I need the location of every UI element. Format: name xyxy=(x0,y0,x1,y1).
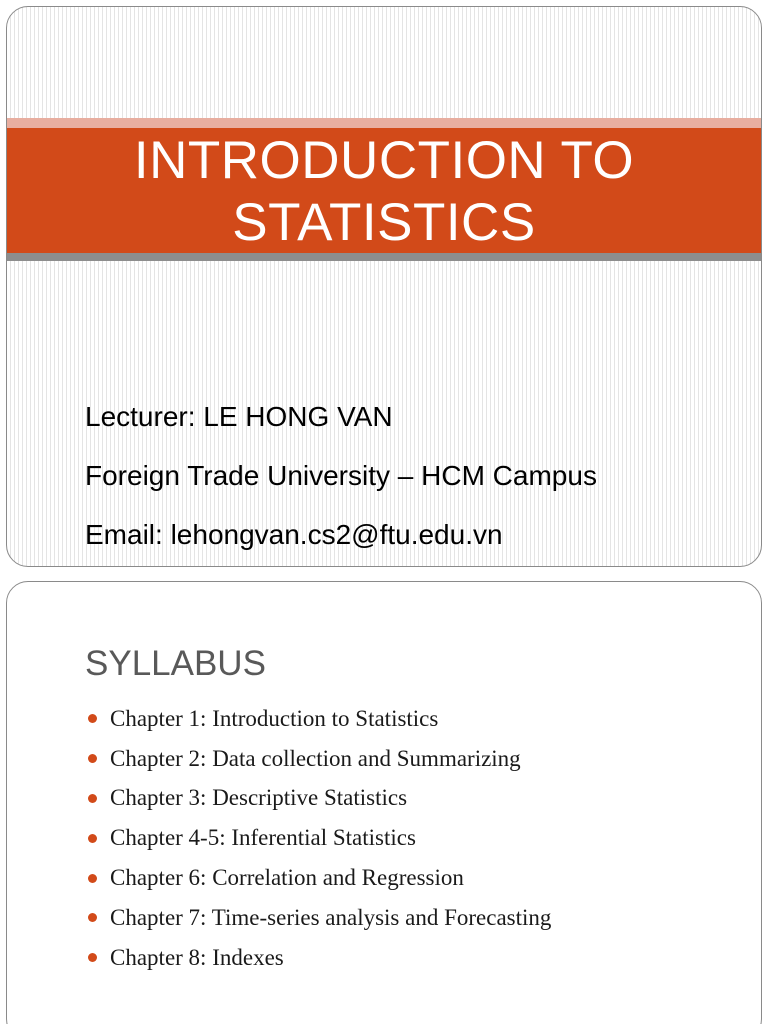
lecturer-email: Email: lehongvan.cs2@ftu.edu.vn xyxy=(85,519,503,550)
chapter-label: Chapter 2: Data collection and Summarizing xyxy=(110,745,521,771)
slide-title-line-1: INTRODUCTION TO xyxy=(133,131,635,190)
lecturer-info xyxy=(85,397,597,567)
title-band-top-stripe xyxy=(7,118,761,128)
list-item xyxy=(88,858,551,898)
list-item xyxy=(88,699,551,739)
chapter-label: Chapter 3: Descriptive Statistics xyxy=(110,785,408,811)
list-item xyxy=(88,739,551,779)
lecturer-name: Lecturer: LE HONG VAN xyxy=(85,401,393,432)
slide-title-line-2: STATISTICS xyxy=(232,193,536,252)
bullet-icon xyxy=(88,953,97,962)
bullet-icon xyxy=(88,874,97,883)
syllabus-heading: SYLLABUS xyxy=(85,644,266,683)
chapter-label: Chapter 8: Indexes xyxy=(110,944,284,970)
university-name: Foreign Trade University – HCM Campus xyxy=(85,460,597,491)
list-item xyxy=(88,938,551,978)
list-item xyxy=(88,898,551,938)
slide-title xyxy=(7,128,761,256)
list-item xyxy=(88,818,551,858)
bullet-icon xyxy=(88,834,97,843)
list-item xyxy=(88,779,551,819)
bullet-icon xyxy=(88,714,97,723)
chapter-label: Chapter 6: Correlation and Regression xyxy=(110,865,464,891)
chapter-label: Chapter 4-5: Inferential Statistics xyxy=(110,825,416,851)
bullet-icon xyxy=(88,913,97,922)
chapter-label: Chapter 7: Time-series analysis and Forecasting xyxy=(110,904,552,930)
bullet-icon xyxy=(88,794,97,803)
title-slide xyxy=(6,6,762,567)
bullet-icon xyxy=(88,754,97,763)
chapter-label: Chapter 1: Introduction to Statistics xyxy=(110,705,439,731)
syllabus-slide xyxy=(6,581,762,1024)
chapter-list xyxy=(88,699,551,978)
